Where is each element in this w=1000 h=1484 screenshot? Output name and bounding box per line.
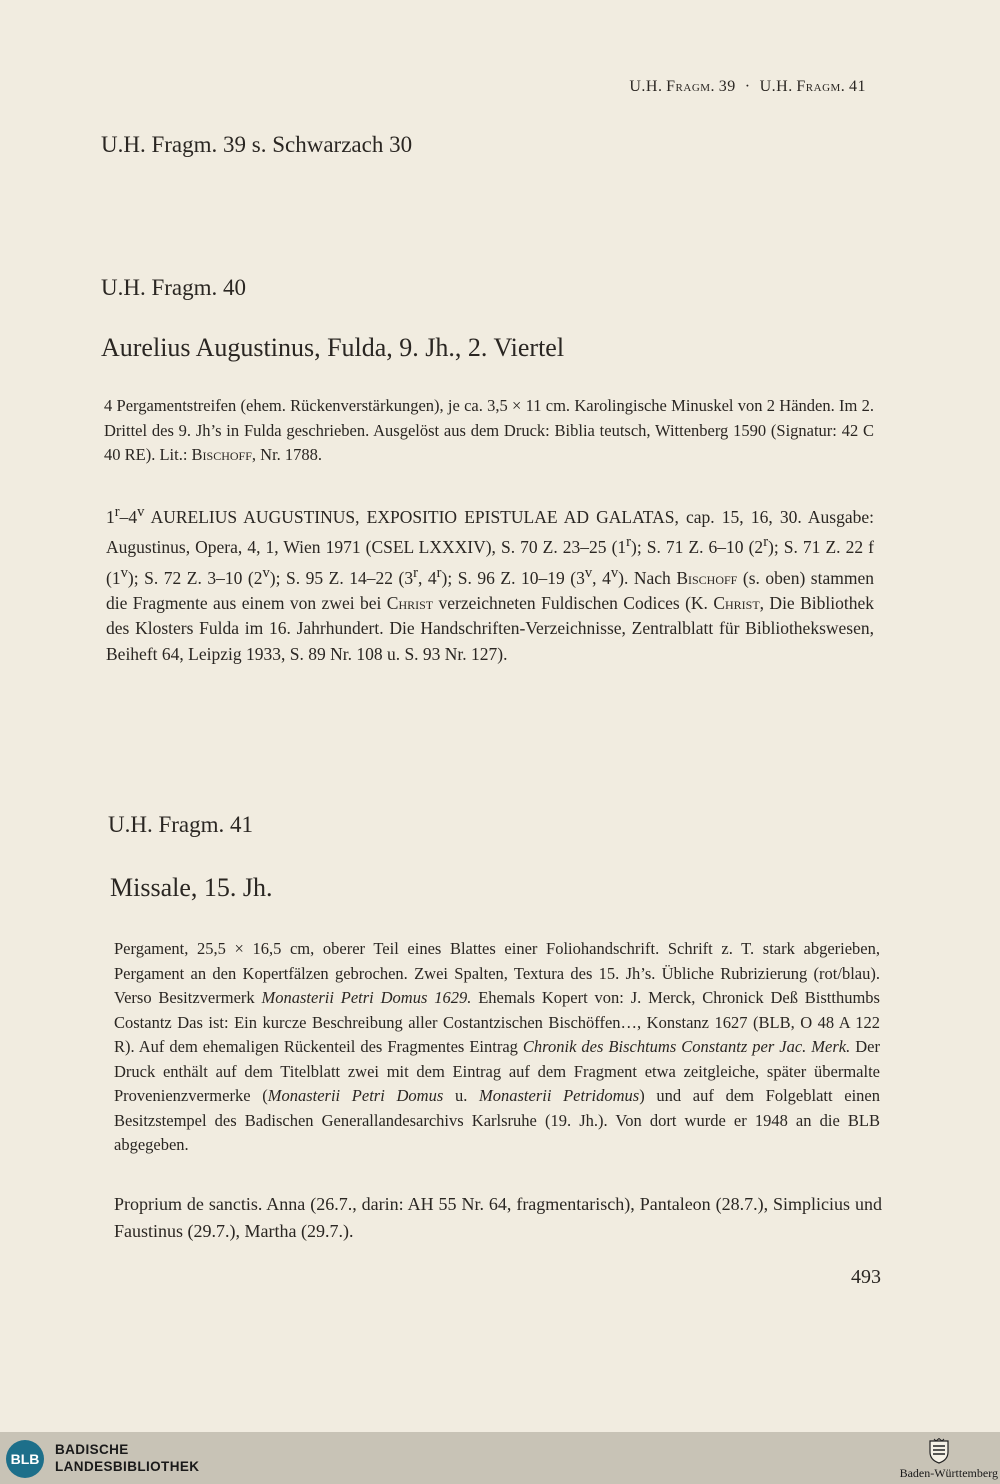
blb-logo-icon[interactable]: BLB xyxy=(6,1440,44,1478)
library-name-line1: BADISCHE xyxy=(55,1442,129,1457)
running-head: U.H. Fragm. 39 · U.H. Fragm. 41 xyxy=(629,78,866,95)
library-name[interactable] xyxy=(55,1441,199,1475)
entry-40-title: Aurelius Augustinus, Fulda, 9. Jh., 2. Viertel xyxy=(101,333,565,362)
entry-41-description: Pergament, 25,5 × 16,5 cm, oberer Teil eines Blattes einer Foliohandschrift. Schrift z. T. stark abgerieben, Pergament an den Kopertfälzen gebrochen. Zwei Spalten, Textura des 15. Jh’s. Übliche Rubrizierung (rot/blau). Verso Besitzvermerk Monasterii Petri Domus 1629. Ehemals Kopert von: J. Merck, Chronick Deß Bistthumbs Costantz Das ist: Ein kurcze Beschreibung aller Costantzischen Bischöffen…, Konstanz 1627 (BLB, O 48 A 122 R). Auf dem ehemaligen Rückenteil des Fragmentes Eintrag Chronik des Bischtums Constantz per Jac. Merk. Der Druck enthält auf dem Titelblatt zwei mit dem Eintrag auf dem Fragment etwa zeitgleiche, später übermalte Provenienzvermerke (Monasterii Petri Domus u. Monasterii Petridomus) und auf dem Folgeblatt einen Besitzstempel des Badischen Generallandesarchivs Karlsruhe (19. Jh.). Von dort wurde er 1948 an die BLB abgegeben. xyxy=(114,939,880,1154)
entry-41-content: Proprium de sanctis. Anna (26.7., darin: AH 55 Nr. 64, fragmentarisch), Pantaleon (28.7.), Simplicius und Faustinus (29.7.), Martha (29.7.). xyxy=(114,1194,882,1241)
entry-40-content: 1$^r$–4$^v$ AURELIUS AUGUSTINUS, EXPOSITIO EPISTULAE AD GALATAS, cap. 15, 16, 30. Ausgabe: Augustinus, Opera, 4, 1, Wien 1971 (CSEL LXXXIV), S. 70 Z. 23–25 (1$^r$); S. 71 Z. 6–10 (2$^r$); S. 71 Z. 22 f (1$^v$); S. 72 Z. 3–10 (2$^v$); S. 95 Z. 14–22 (3$^r$, 4$^r$); S. 96 Z. 10–19 (3$^v$, 4$^v$). Nach Bischoff (s. oben) stammen die Fragmente aus einem von zwei bei Christ verzeichneten Fuldischen Codices (K. Christ, Die Bibliothek des Klosters Fulda im 16. Jahrhundert. Die Handschriften-Verzeichnisse, Zentralblatt für Bibliothekswesen, Beiheft 64, Leipzig 1933, S. 89 Nr. 108 u. S. 93 Nr. 127). xyxy=(106,504,874,664)
coat-of-arms-icon xyxy=(928,1438,950,1464)
entry-40-description: 4 Pergamentstreifen (ehem. Rückenverstärkungen), je ca. 3,5 × 11 cm. Karolingische Minuskel von 2 Händen. Im 2. Drittel des 9. Jh’s in Fulda geschrieben. Ausgelöst aus dem Druck: Biblia teutsch, Wittenberg 1590 (Signatur: 42 C 40 RE). Lit.: Bischoff, Nr. 1788. xyxy=(104,396,874,464)
bleed-through-text xyxy=(95,130,885,850)
entry-40-heading: U.H. Fragm. 40 xyxy=(101,275,247,300)
page-number: 493 xyxy=(851,1266,881,1288)
entry-39-heading: U.H. Fragm. 39 s. Schwarzach 30 xyxy=(101,132,413,157)
library-name-line2: LANDESBIBLIOTHEK xyxy=(55,1459,200,1474)
state-label[interactable]: Baden-Württemberg xyxy=(899,1466,998,1480)
entry-41-heading: U.H. Fragm. 41 xyxy=(108,812,254,837)
entry-41-title: Missale, 15. Jh. xyxy=(110,873,273,902)
footer-bar xyxy=(0,1432,1000,1484)
